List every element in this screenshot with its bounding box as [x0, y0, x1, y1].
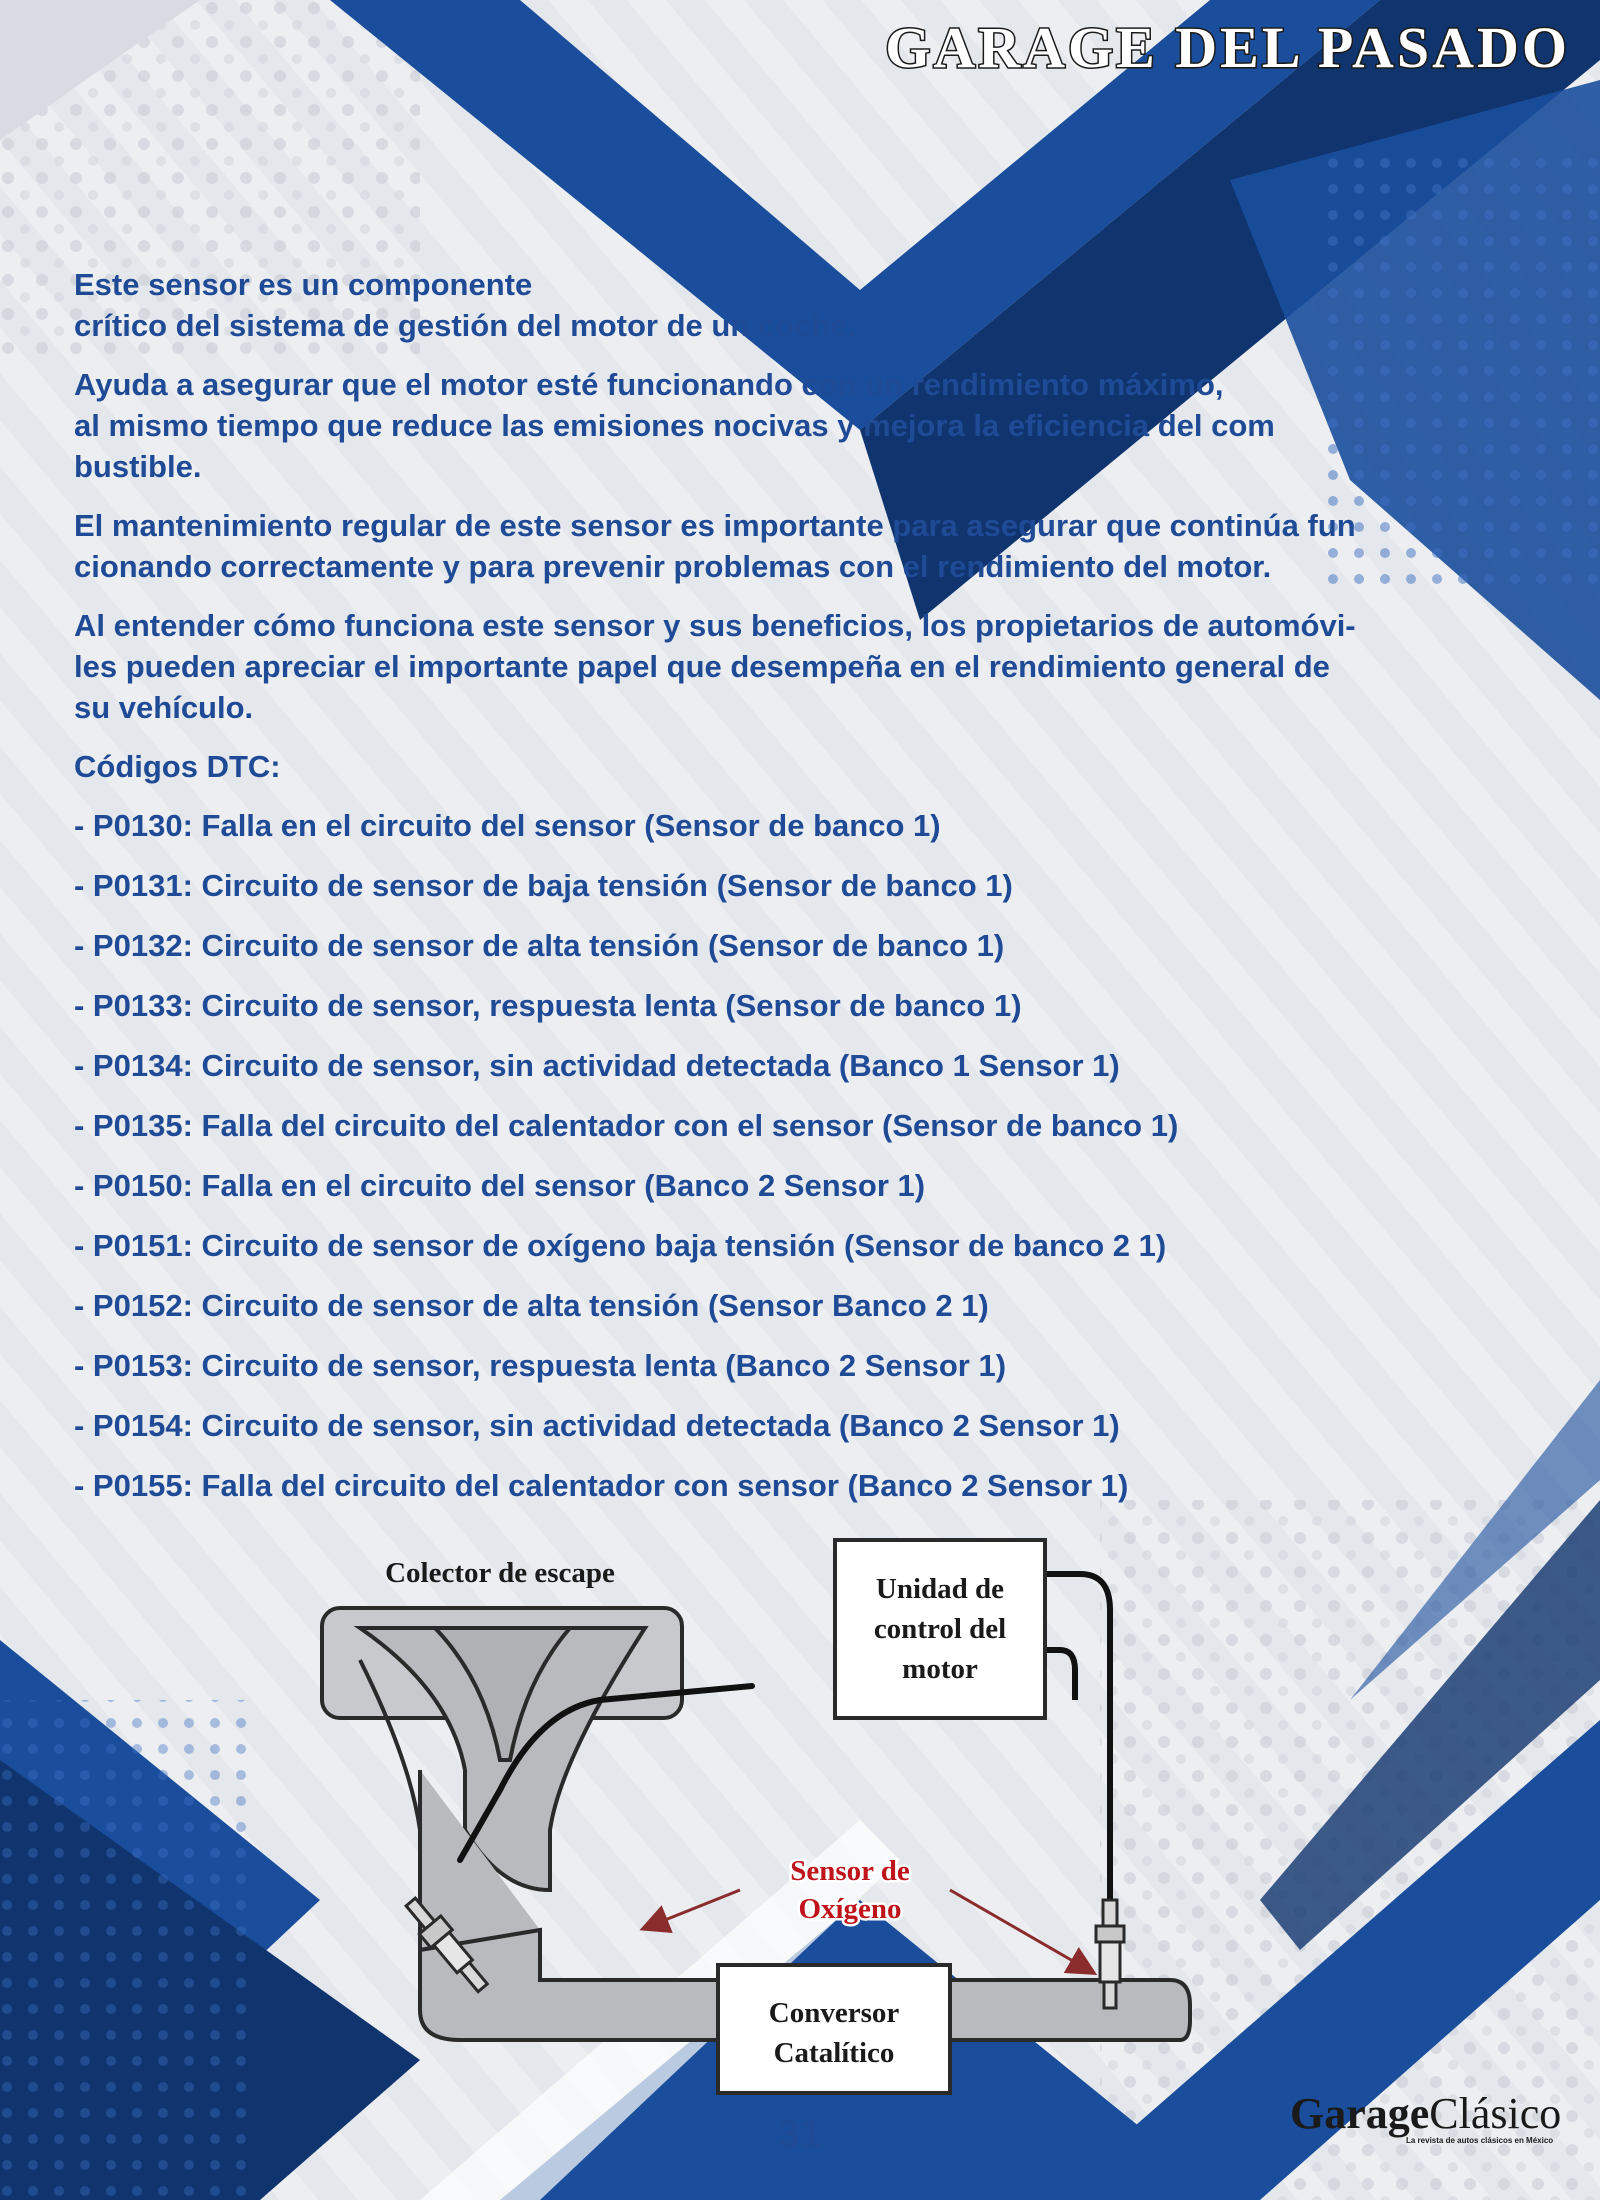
- catalytic-converter-box: [718, 1965, 950, 2093]
- ecu-label-line-1: Unidad de: [875, 1573, 1005, 1605]
- intro-paragraph-4: Al entender cómo funciona este sensor y sus beneficios, los propietarios de automóvi- les pueden apreciar el importante papel que desempeña en el rendimiento general de su vehículo.: [74, 608, 1356, 725]
- magazine-section-title: GARAGE DEL PASADO: [885, 15, 1570, 80]
- intro-paragraph-1: Este sensor es un componente crítico del sistema de gestión del motor de un coche.: [74, 267, 857, 343]
- dtc-code-list: [74, 805, 1544, 1525]
- dtc-code-item: - P0134: Circuito de sensor, sin actividad detectada (Banco 1 Sensor 1): [74, 1048, 1120, 1083]
- brand-name: [1290, 2088, 1561, 2139]
- sensor-arrow-left: [645, 1890, 740, 1928]
- page-number: 31: [777, 2112, 823, 2156]
- dtc-code-item: - P0132: Circuito de sensor de alta tensión (Sensor de banco 1): [74, 928, 1005, 963]
- dtc-code-item: - P0150: Falla en el circuito del sensor (Banco 2 Sensor 1): [74, 1168, 926, 1203]
- garage-clasico-logo: [1290, 2088, 1580, 2148]
- dtc-code-item: - P0153: Circuito de sensor, respuesta lenta (Banco 2 Sensor 1): [74, 1348, 1007, 1383]
- converter-label-line-1: Conversor: [768, 1997, 900, 2029]
- dtc-code-item: - P0152: Circuito de sensor de alta tensión (Sensor Banco 2 1): [74, 1288, 989, 1323]
- dtc-code-item: - P0130: Falla en el circuito del sensor (Sensor de banco 1): [74, 808, 941, 843]
- converter-label-line-2: Catalítico: [773, 2037, 895, 2069]
- ecu-label-line-2: control del: [873, 1613, 1007, 1645]
- sensor-label-line-1: Sensor de: [790, 1855, 910, 1887]
- sensor-wire-right: [1045, 1574, 1110, 1900]
- dtc-heading: Códigos DTC:: [74, 749, 281, 784]
- dtc-code-item: - P0151: Circuito de sensor de oxígeno baja tensión (Sensor de banco 2 1): [74, 1228, 1167, 1263]
- dtc-code-item: - P0155: Falla del circuito del calentador con sensor (Banco 2 Sensor 1): [74, 1468, 1129, 1503]
- oxygen-sensor-diagram: [300, 1530, 1200, 2100]
- brand-tagline: La revista de autos clásicos en México: [1406, 2136, 1554, 2145]
- brand-name-regular: Clásico: [1429, 2089, 1562, 2138]
- ecu-label-line-3: motor: [902, 1653, 978, 1685]
- intro-paragraph-3: El mantenimiento regular de este sensor es importante para asegurar que continúa fun cionando correctamente y para prevenir problemas con el rendimiento del motor.: [74, 508, 1356, 584]
- article-body: [74, 264, 1544, 1525]
- dtc-code-item: - P0133: Circuito de sensor, respuesta lenta (Sensor de banco 1): [74, 988, 1022, 1023]
- intro-paragraph-2: Ayuda a asegurar que el motor esté funcionando con un rendimiento máximo, al mismo tiempo que reduce las emisiones nocivas y mejora la eficiencia del com bustible.: [74, 367, 1275, 484]
- dtc-code-item: - P0135: Falla del circuito del calentador con el sensor (Sensor de banco 1): [74, 1108, 1179, 1143]
- dtc-code-item: - P0131: Circuito de sensor de baja tensión (Sensor de banco 1): [74, 868, 1013, 903]
- sensor-label-line-2: Oxígeno: [798, 1893, 902, 1925]
- sensor-wire-right-2: [1045, 1650, 1075, 1700]
- manifold-label: Colector de escape: [385, 1557, 615, 1589]
- sensor-arrow-right: [950, 1890, 1092, 1972]
- dtc-code-item: - P0154: Circuito de sensor, sin actividad detectada (Banco 2 Sensor 1): [74, 1408, 1120, 1443]
- brand-name-bold: Garage: [1290, 2089, 1430, 2138]
